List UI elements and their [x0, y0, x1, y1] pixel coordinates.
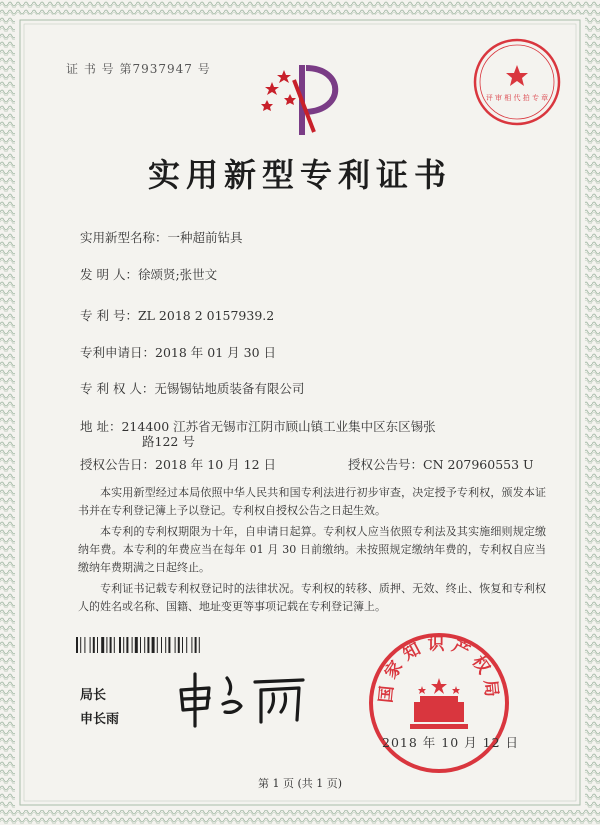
label-utility-model-name: 实用新型名称： [80, 230, 168, 245]
barcode-bar [101, 637, 104, 653]
barcode-bar [90, 637, 91, 653]
label-grant-no: 授权公告号： [348, 457, 424, 472]
body-paragraph: 本专利的专利权期限为十年，自申请日起算。专利权人应当依照专利法及其实施细则规定缴纳年费。本专利的年费应当在每年 01 月 30 日前缴纳。未按照规定缴纳年费的，专利权自应当缴纳年费期满之日起终止。 [78, 525, 546, 574]
label-filing-date: 专利申请日： [80, 345, 156, 360]
field-inventor [80, 265, 217, 283]
logo-star [261, 100, 273, 111]
value-address-line2: 路122 号 [142, 434, 195, 449]
barcode-bar [80, 637, 81, 653]
field-address [80, 417, 436, 435]
barcode-bar [165, 637, 166, 653]
barcode-bar [191, 637, 192, 653]
barcode-bar [147, 637, 149, 653]
value-grant-no: CN 207960553 U [423, 457, 534, 472]
value-patentee: 无锡锡钻地质装备有限公司 [154, 381, 305, 396]
barcode-bar [144, 637, 145, 653]
barcode-bar [123, 637, 124, 653]
cnipa-seal [364, 628, 514, 778]
field-address-cont [142, 432, 195, 450]
barcode-bar [119, 637, 121, 653]
handwritten-signature [175, 668, 315, 728]
field-patent-no [80, 306, 274, 324]
barcode-bar [132, 637, 133, 653]
barcode-bar [195, 637, 197, 653]
logo-star [277, 70, 291, 83]
barcode-bar [93, 637, 95, 653]
field-grant-no [348, 455, 534, 473]
barcode [76, 637, 258, 653]
barcode-bar [186, 637, 187, 653]
barcode-bar [84, 637, 85, 653]
barcode-bar [135, 637, 138, 653]
director-name: 申长雨 [80, 712, 120, 727]
value-patent-no: ZL 2018 2 0157939.2 [137, 308, 275, 323]
body-paragraph: 本实用新型经过本局依照中华人民共和国专利法进行初步审查，决定授予专利权，颁发本证书并在专利登记簿上予以登记。专利权自授权公告之日起生效。 [78, 486, 546, 517]
value-address-line1: 214400 江苏省无锡市江阴市顾山镇工业集中区东区锡张 [121, 419, 436, 434]
barcode-bar [161, 637, 162, 653]
sipo-logo [254, 60, 349, 140]
barcode-bar [76, 637, 78, 653]
certificate-title: 实用新型专利证书 [147, 156, 452, 194]
barcode-bar [97, 637, 98, 653]
page-number: 第 1 页 (共 1 页) [257, 777, 343, 790]
barcode-bar [157, 637, 158, 653]
field-patentee [80, 379, 304, 397]
label-inventor: 发 明 人： [80, 267, 138, 282]
label-address: 地 址： [80, 419, 122, 434]
barcode-bar [168, 637, 170, 653]
barcode-bar [140, 637, 141, 653]
barcode-bar [199, 637, 200, 653]
barcode-bar [178, 637, 180, 653]
field-filing-date [80, 343, 276, 361]
field-grant-date [80, 455, 276, 473]
svg-text:国家知识产权局 [376, 634, 502, 703]
barcode-bar [152, 637, 155, 653]
logo-star [265, 82, 279, 95]
label-patentee: 专 利 权 人： [80, 381, 155, 396]
label-patent-no: 专 利 号： [80, 308, 138, 323]
certificate-body [78, 484, 546, 619]
barcode-bar [110, 637, 112, 653]
body-paragraph: 专利证书记载专利权登记时的法律状况。专利权的转移、质押、无效、终止、恢复和专利权人的姓名或名称、国籍、地址变更等事项记载在专利登记簿上。 [78, 582, 546, 613]
barcode-bar [182, 637, 183, 653]
certificate-number: 证 书 号 第7937947 号 [66, 62, 211, 76]
seal-text: 国家知识产权局 [376, 634, 502, 704]
value-utility-model-name: 一种超前钻具 [167, 230, 243, 245]
barcode-bar [114, 637, 115, 653]
value-inventor: 徐颂贤;张世文 [137, 267, 218, 282]
seal-date: 2018 年 10 月 12 日 [382, 735, 519, 750]
agency-seal [470, 35, 565, 130]
logo-star [284, 94, 296, 105]
agency-seal-center-text: 评 审 相 代 拍 专 章 [485, 94, 549, 102]
value-filing-date: 2018 年 01 月 30 日 [155, 345, 277, 360]
barcode-bar [175, 637, 176, 653]
field-utility-model-name [80, 228, 243, 246]
value-grant-date: 2018 年 10 月 12 日 [155, 457, 277, 472]
barcode-bar [126, 637, 128, 653]
director-title: 局长 [80, 688, 107, 703]
barcode-bar [106, 637, 107, 653]
label-grant-date: 授权公告日： [80, 457, 156, 472]
